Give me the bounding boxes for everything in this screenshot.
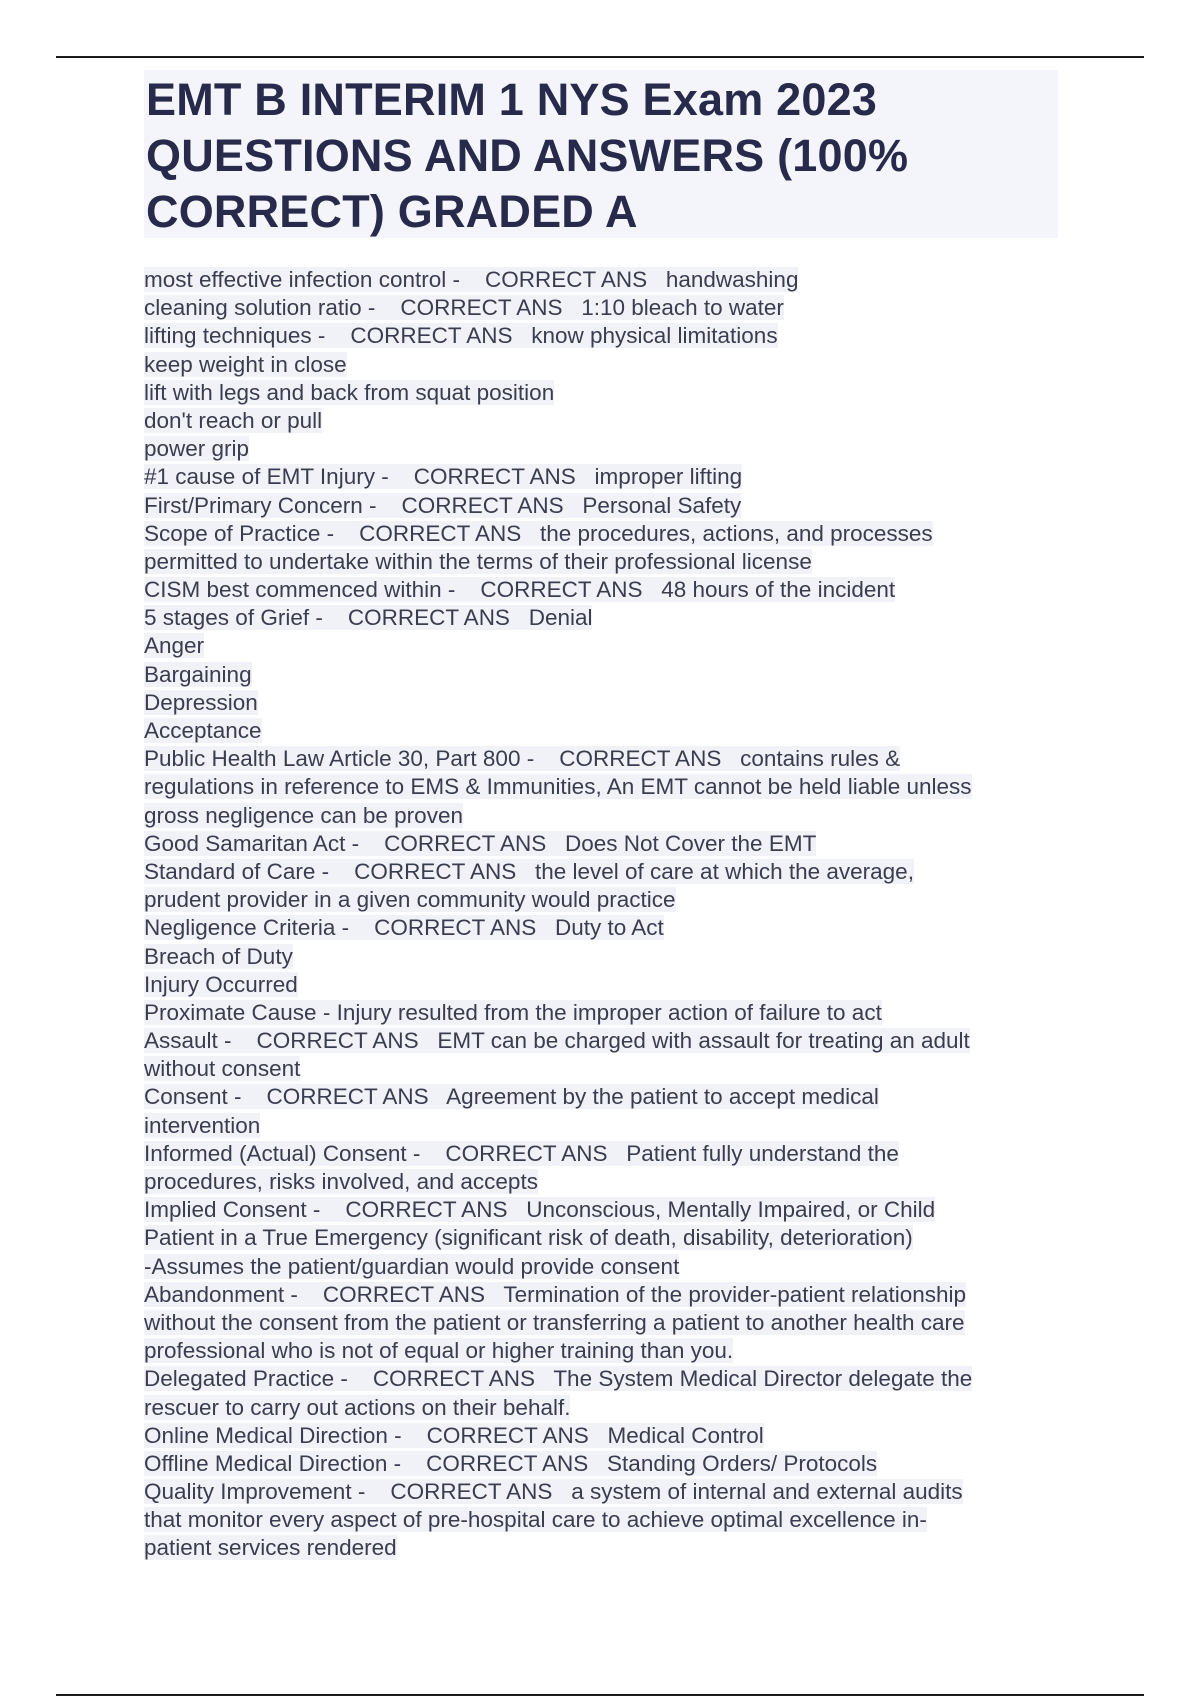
text-line [144,886,1064,914]
text-line-content: most effective infection control - CORRECT ANS handwashing [144,267,799,292]
text-line-content: regulations in reference to EMS & Immunities, An EMT cannot be held liable unless [144,774,972,800]
text-line-content: 5 stages of Grief - CORRECT ANS Denial [144,605,593,631]
text-line-content: CISM best commenced within - CORRECT ANS 48 hours of the incident [144,577,896,603]
text-line-content: rescuer to carry out actions on their behalf. [144,1394,571,1420]
text-line-content: Acceptance [144,718,262,743]
text-line [144,1534,1064,1562]
text-line-content: Scope of Practice - CORRECT ANS the procedures, actions, and processes [144,520,933,546]
text-line-content: Online Medical Direction - CORRECT ANS Medical Control [144,1422,764,1448]
text-line [144,1027,1064,1055]
text-line [144,322,1064,350]
text-line-content: prudent provider in a given community would practice [144,887,676,913]
text-line-content: procedures, risks involved, and accepts [144,1169,538,1194]
text-line [144,294,1064,322]
text-line [144,576,1064,604]
text-line [144,773,1064,801]
text-line [144,379,1064,407]
text-line [144,943,1064,971]
text-line-content: cleaning solution ratio - CORRECT ANS 1:10 bleach to water [144,295,784,321]
text-line [144,858,1064,886]
text-line-content: Anger [144,633,205,659]
text-line-content: Standard of Care - CORRECT ANS the level of care at which the average, [144,858,914,884]
text-line [144,1450,1064,1478]
text-line-content: Good Samaritan Act - CORRECT ANS Does Not Cover the EMT [144,830,817,856]
text-line-content: lifting techniques - CORRECT ANS know physical limitations [144,323,778,349]
text-line [144,1196,1064,1224]
text-line [144,1224,1064,1252]
text-line [144,1422,1064,1450]
text-line [144,999,1064,1027]
title-line: CORRECT) GRADED A [146,186,638,237]
text-line-content: power grip [144,436,250,462]
text-line [144,689,1064,717]
text-line [144,604,1064,632]
text-line [144,435,1064,463]
text-line-content: Informed (Actual) Consent - CORRECT ANS Patient fully understand the [144,1140,899,1166]
text-line-content: professional who is not of equal or higher training than you. [144,1338,734,1364]
text-line [144,1112,1064,1140]
title-line: EMT B INTERIM 1 NYS Exam 2023 [146,74,878,125]
text-line [144,717,1064,745]
text-line [144,548,1064,576]
text-line-content: #1 cause of EMT Injury - CORRECT ANS improper lifting [144,464,743,490]
text-line [144,1140,1064,1168]
text-line-content: permitted to undertake within the terms of their professional license [144,548,812,574]
qa-content [144,266,1064,1563]
text-line-content: Bargaining [144,661,252,687]
text-line-content: Consent - CORRECT ANS Agreement by the patient to accept medical [144,1084,879,1110]
text-line-content: don't reach or pull [144,407,323,433]
title-line: QUESTIONS AND ANSWERS (100% [146,130,909,181]
text-line-content: Depression [144,689,258,715]
text-line-content: Breach of Duty [144,943,293,969]
text-line [144,1083,1064,1111]
text-line [144,520,1064,548]
text-line-content: Delegated Practice - CORRECT ANS The System Medical Director delegate the [144,1366,973,1392]
text-line [144,1365,1064,1393]
text-line-content: Patient in a True Emergency (significant risk of death, disability, deterioration) [144,1225,913,1251]
text-line-content: lift with legs and back from squat position [144,379,555,405]
text-line [144,492,1064,520]
text-line [144,830,1064,858]
top-rule [56,56,1144,58]
text-line [144,463,1064,491]
text-line-content: Quality Improvement - CORRECT ANS a system of internal and external audits [144,1479,963,1505]
text-line-content: keep weight in close [144,351,347,377]
text-line [144,1055,1064,1083]
text-line [144,1478,1064,1506]
document-title [144,70,1058,240]
text-line-content: Offline Medical Direction - CORRECT ANS Standing Orders/ Protocols [144,1450,878,1476]
bottom-rule [56,1694,1144,1696]
text-line [144,266,1064,294]
text-line-content: -Assumes the patient/guardian would provide consent [144,1253,680,1279]
text-line-content: intervention [144,1112,261,1138]
text-line-content: that monitor every aspect of pre-hospital care to achieve optimal excellence in- [144,1507,927,1533]
text-line-content: Implied Consent - CORRECT ANS Unconscious, Mentally Impaired, or Child [144,1197,936,1223]
text-line [144,1168,1064,1196]
text-line [144,1281,1064,1309]
text-line-content: First/Primary Concern - CORRECT ANS Personal Safety [144,492,742,518]
text-line [144,632,1064,660]
text-line [144,1394,1064,1422]
text-line [144,1506,1064,1534]
text-line [144,407,1064,435]
text-line [144,351,1064,379]
text-line [144,661,1064,689]
text-line [144,1253,1064,1281]
text-line [144,914,1064,942]
text-line-content: Injury Occurred [144,971,298,997]
text-line [144,802,1064,830]
text-line-content: gross negligence can be proven [144,802,463,828]
text-line-content: Negligence Criteria - CORRECT ANS Duty to Act [144,915,664,941]
text-line-content: without consent [144,1056,301,1082]
title-block [144,70,1058,238]
text-line [144,971,1064,999]
text-line-content: Proximate Cause - Injury resulted from the improper action of failure to act [144,999,882,1025]
text-line [144,1337,1064,1365]
text-line-content: Abandonment - CORRECT ANS Termination of the provider-patient relationship [144,1281,967,1307]
text-line-content: patient services rendered [144,1535,397,1561]
text-line [144,1309,1064,1337]
text-line-content: Public Health Law Article 30, Part 800 - CORRECT ANS contains rules & [144,746,901,772]
text-line [144,745,1064,773]
text-line-content: Assault - CORRECT ANS EMT can be charged with assault for treating an adult [144,1028,970,1054]
text-line-content: without the consent from the patient or transferring a patient to another health care [144,1309,965,1335]
